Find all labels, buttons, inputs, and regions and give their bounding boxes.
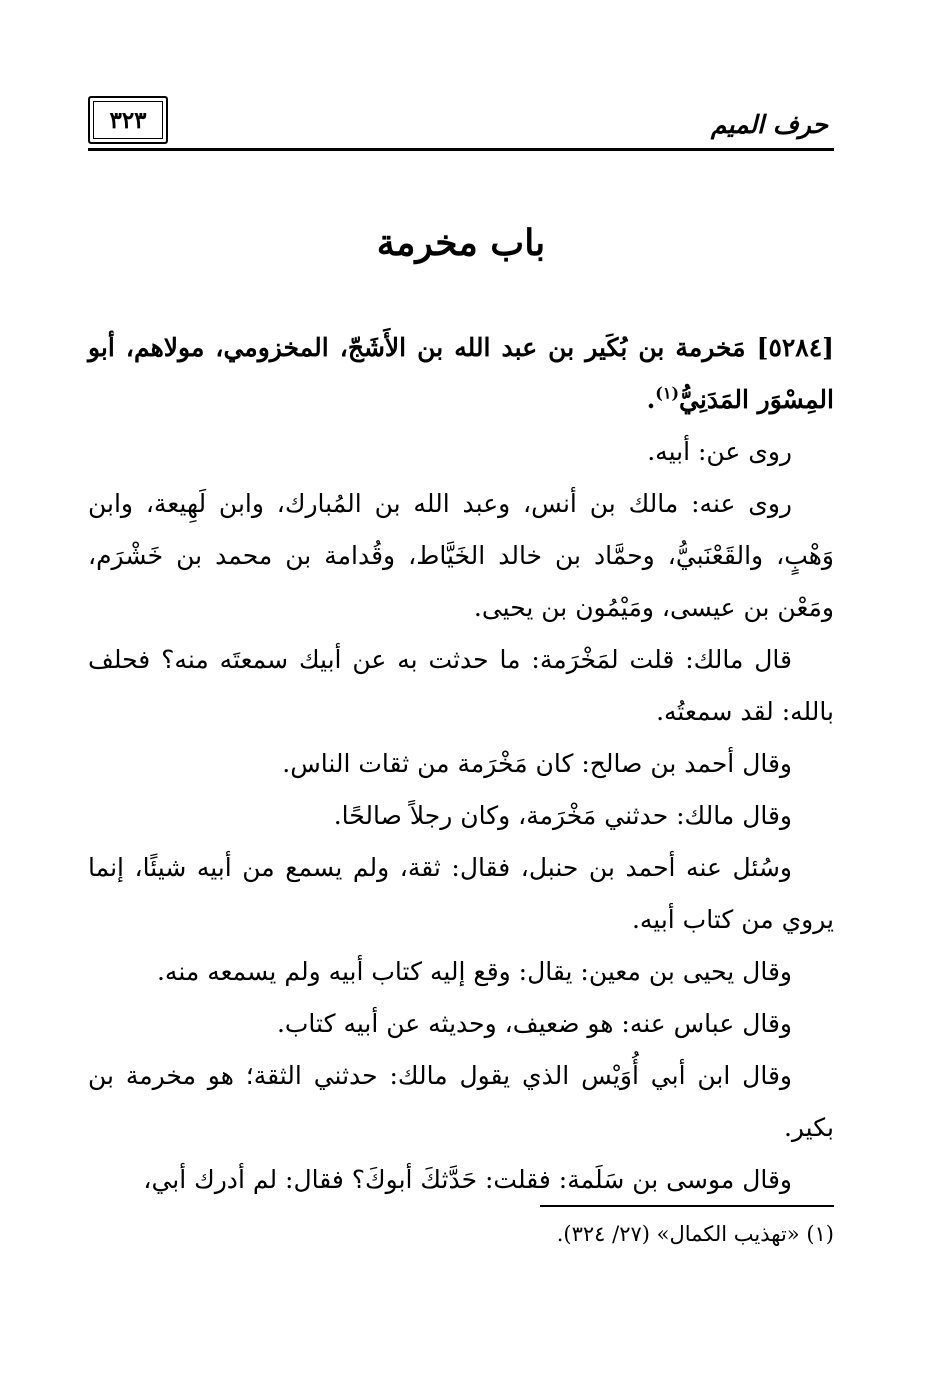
entry-heading-text: [٥٢٨٤] مَخرمة بن بُكَير بن عبد الله بن الأَشَجّ، المخزومي، مولاهم، أبو المِسْوَر المَدَنِيُّ bbox=[88, 333, 834, 414]
entry-heading bbox=[88, 322, 834, 426]
paragraph-narrated-from: روى عن: أبيه. bbox=[647, 437, 792, 466]
paragraph-ibn-abi-uways: وقال ابن أبي أُوَيْس الذي يقول مالك: حدثني الثقة؛ هو مخرمة بن بكير. bbox=[88, 1061, 834, 1142]
paragraph-abbas: وقال عباس عنه: هو ضعيف، وحديثه عن أبيه كتاب. bbox=[276, 1009, 792, 1038]
footnote: (١) «تهذيب الكمال» (٢٧/ ٣٢٤). bbox=[556, 1222, 834, 1246]
paragraph-malik-oath: قال مالك: قلت لمَخْرَمة: ما حدثت به عن أبيك سمعتَه منه؟ فحلف بالله: لقد سمعتُه. bbox=[88, 645, 834, 726]
paragraph-ahmad-salih: وقال أحمد بن صالح: كان مَخْرَمة من ثقات الناس. bbox=[282, 749, 792, 778]
entry-heading-end: . bbox=[646, 385, 656, 414]
paragraph-yahya-maeen: وقال يحيى بن معين: يقال: وقع إليه كتاب أبيه ولم يسمعه منه. bbox=[156, 957, 792, 986]
paragraph-musa-salama: وقال موسى بن سَلَمة: فقلت: حَدَّثكَ أبوكَ؟ فقال: لم أدرك أبي، bbox=[143, 1165, 792, 1194]
footnote-divider bbox=[540, 1205, 834, 1207]
chapter-title: باب مخرمة bbox=[376, 222, 546, 264]
footnote-reference[interactable]: (١) bbox=[655, 383, 680, 403]
header-divider bbox=[88, 148, 834, 151]
biography-entry bbox=[88, 322, 834, 1206]
paragraph-malik-saleh: وقال مالك: حدثني مَخْرَمة، وكان رجلاً صالحًا. bbox=[333, 801, 792, 830]
paragraph-narrators: روى عنه: مالك بن أنس، وعبد الله بن المُبارك، وابن لَهِيعة، وابن وَهْبٍ، والقَعْنَبيُّ، وحمَّاد بن خالد الخَيَّاط، وقُدامة بن محمد بن خَشْرَم، ومَعْن بن عيسى، ومَيْمُون بن يحيى. bbox=[88, 489, 834, 622]
running-title: حرف الميم bbox=[710, 110, 828, 139]
page-number: ٣٢٣ bbox=[88, 96, 168, 144]
page-header bbox=[88, 96, 834, 150]
paragraph-ahmad-hanbal: وسُئل عنه أحمد بن حنبل، فقال: ثقة، ولم يسمع من أبيه شيئًا، إنما يروي من كتاب أبيه. bbox=[88, 853, 834, 934]
